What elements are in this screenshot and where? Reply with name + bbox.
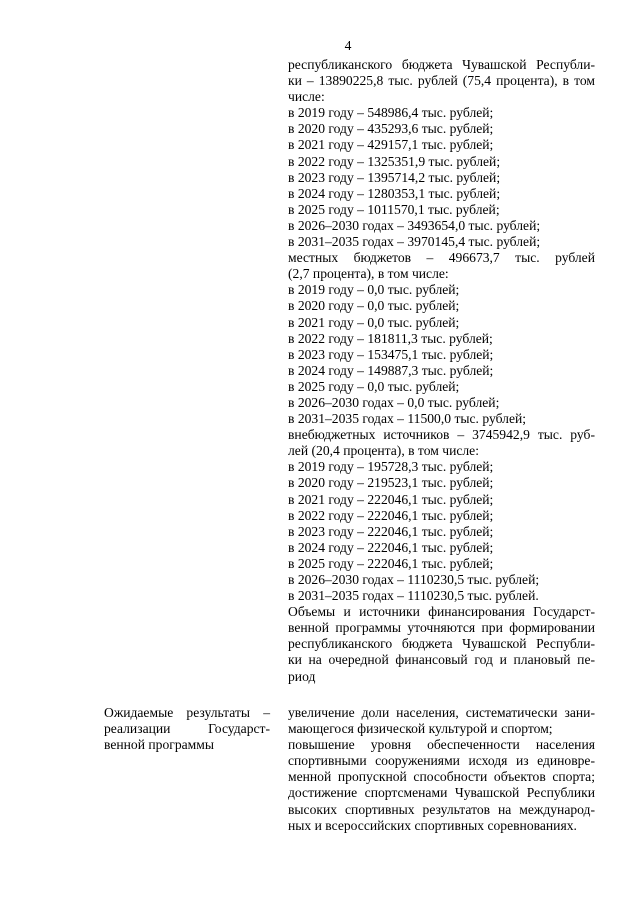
republican-line: республиканского бюджета Чувашской Республи- <box>288 57 595 72</box>
results-text-line: ных и всероссийских спортивных соревнованиях. <box>288 817 577 833</box>
republican-year-line: в 2024 году – 1280353,1 тыс. рублей; <box>288 185 501 201</box>
results-label-line: реализации Государст- <box>104 721 270 737</box>
extra-year-line: в 2031–2035 годах – 1110230,5 тыс. рублей. <box>288 588 539 604</box>
extra-year-line: в 2019 году – 195728,3 тыс. рублей; <box>288 459 494 475</box>
results-text-line: достижение спортсменами Чувашской Республики <box>288 785 595 801</box>
results-text-line: увеличение доли населения, систематически зани- <box>288 705 595 720</box>
extra-year-line: в 2023 году – 222046,1 тыс. рублей; <box>288 523 494 539</box>
extra-year-line: в 2026–2030 годах – 1110230,5 тыс. рублей; <box>288 572 540 587</box>
results-text-line: высоких спортивных результатов на международ- <box>288 801 595 817</box>
page-number: 4 <box>344 38 352 53</box>
local-year-line: в 2031–2035 годах – 11500,0 тыс. рублей; <box>288 411 527 427</box>
local-year-line: в 2020 году – 0,0 тыс. рублей; <box>288 298 460 314</box>
republican-year-line: в 2031–2035 годах – 3970145,4 тыс. рублей; <box>288 234 541 250</box>
local-year-line: в 2025 году – 0,0 тыс. рублей; <box>288 378 460 394</box>
republican-year-line: в 2026–2030 годах – 3493654,0 тыс. рублей; <box>288 217 541 233</box>
local-year-line: в 2022 году – 181811,3 тыс. рублей; <box>288 330 493 346</box>
local-year-line: в 2024 году – 149887,3 тыс. рублей; <box>288 362 494 378</box>
extra-year-line: в 2021 году – 222046,1 тыс. рублей; <box>288 491 494 507</box>
note-line: Объемы и источники финансирования Государст- <box>288 604 595 620</box>
extra-year-line: в 2020 году – 219523,1 тыс. рублей; <box>288 475 494 491</box>
extra-budget-line: внебюджетных источников – 3745942,9 тыс. руб- <box>288 427 595 443</box>
results-label <box>104 705 270 753</box>
extra-year-line: в 2024 году – 222046,1 тыс. рублей; <box>288 539 494 555</box>
results-text-line: повышение уровня обеспеченности населения <box>288 737 595 753</box>
results-label-line: Ожидаемые результаты – <box>104 705 270 720</box>
republican-line: ки – 13890225,8 тыс. рублей (75,4 процента), в том <box>288 73 595 89</box>
republican-year-line: в 2019 году – 548986,4 тыс. рублей; <box>288 105 494 121</box>
local-year-line: в 2021 году – 0,0 тыс. рублей; <box>288 314 460 330</box>
republican-year-line: в 2020 году – 435293,6 тыс. рублей; <box>288 121 494 137</box>
local-year-line: в 2026–2030 годах – 0,0 тыс. рублей; <box>288 394 500 410</box>
results-text-line: спортивными сооружениями исходя из единовре- <box>288 753 595 769</box>
note-line: ки на очередной финансовый год и плановый пе- <box>288 652 595 668</box>
results-label-line: венной программы <box>104 737 215 753</box>
note-line: венной программы уточняются при формировании <box>288 620 595 636</box>
republican-year-line: в 2022 году – 1325351,9 тыс. рублей; <box>288 153 501 169</box>
results-text-line: мающегося физической культурой и спортом; <box>288 721 553 737</box>
extra-year-line: в 2025 году – 222046,1 тыс. рублей; <box>288 555 494 571</box>
note-line: республиканского бюджета Чувашской Республи- <box>288 636 595 652</box>
republican-year-line: в 2023 году – 1395714,2 тыс. рублей; <box>288 169 501 185</box>
local-line: (2,7 процента), в том числе: <box>288 266 449 282</box>
extra-budget-line: лей (20,4 процента), в том числе: <box>288 443 479 459</box>
republican-year-line: в 2021 году – 429157,1 тыс. рублей; <box>288 137 494 153</box>
republican-line: числе: <box>288 89 325 105</box>
republican-year-line: в 2025 году – 1011570,1 тыс. рублей; <box>288 201 500 217</box>
local-year-line: в 2023 году – 153475,1 тыс. рублей; <box>288 346 494 362</box>
local-year-line: в 2019 году – 0,0 тыс. рублей; <box>288 282 460 298</box>
results-text <box>288 705 595 834</box>
local-line: местных бюджетов – 496673,7 тыс. рублей <box>288 250 595 266</box>
results-text-line: менной пропускной способности объектов спорта; <box>288 769 595 785</box>
financing-section <box>288 57 595 685</box>
note-line: риод <box>288 668 316 684</box>
extra-year-line: в 2022 году – 222046,1 тыс. рублей; <box>288 507 494 523</box>
